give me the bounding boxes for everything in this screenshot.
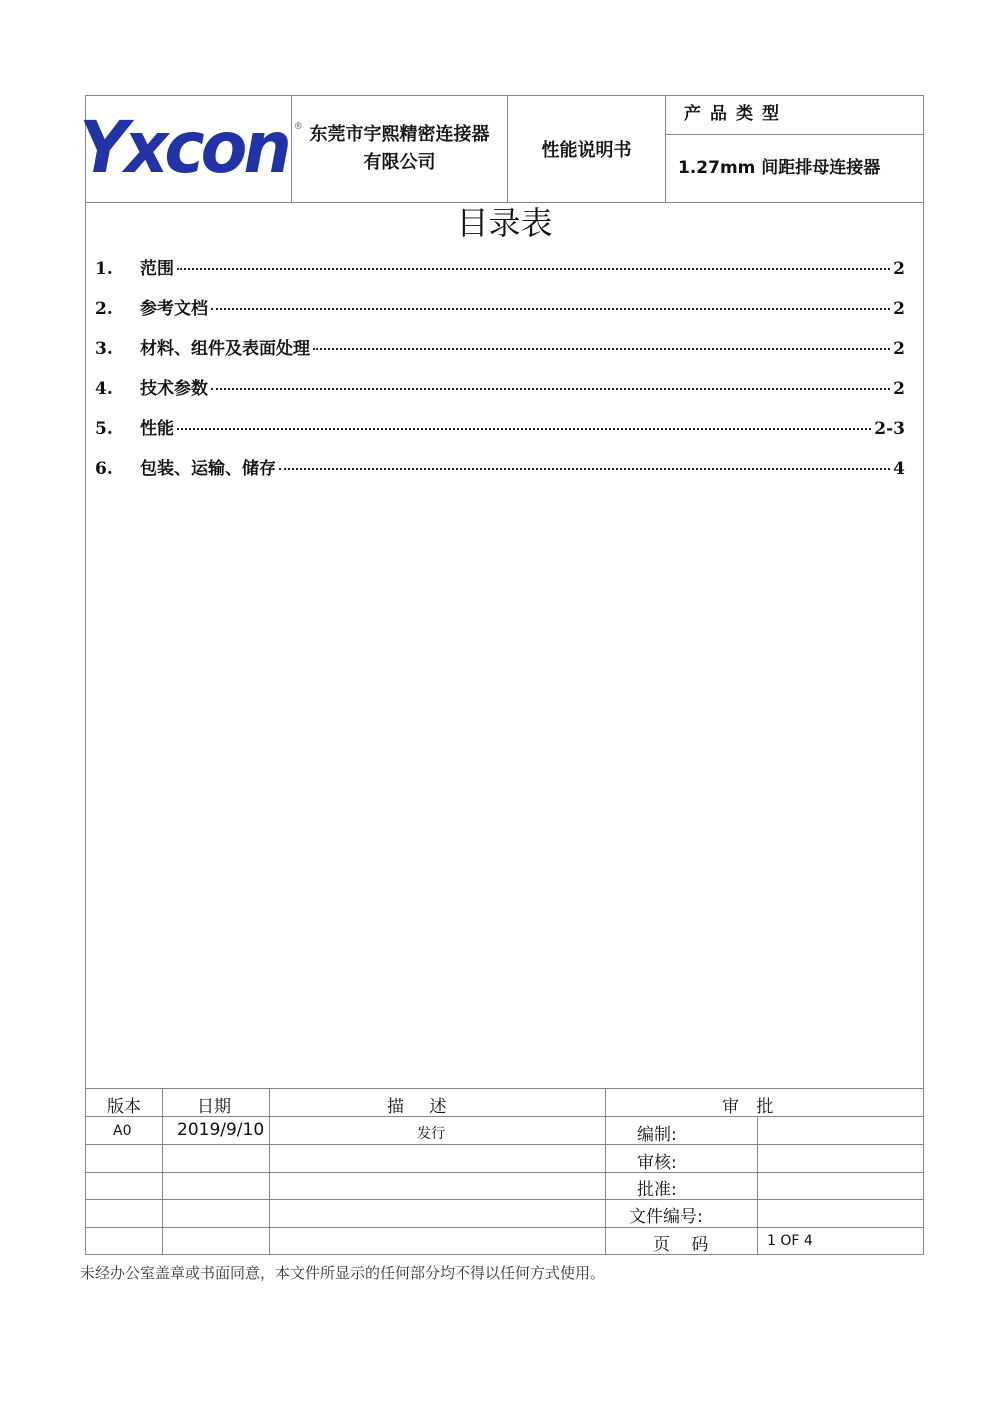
toc-item: 1. 范围 2 [95, 259, 905, 279]
logo-cell [79, 95, 303, 202]
company-name-line2: 有限公司 [363, 151, 436, 173]
usage-notice: 未经办公室盖章或书面同意，本文件所显示的任何部分均不得以任何方式使用。 [80, 1264, 606, 1282]
page-value: 1 OF 4 [767, 1233, 813, 1249]
company-name-line1: 东莞市宇熙精密连接器 [309, 123, 490, 145]
doc-number-label: 文件编号: [629, 1207, 703, 1227]
product-type-value: 1.27mm 间距排母连接器 [678, 158, 881, 178]
page-label: 页 码 [653, 1235, 717, 1255]
product-type-label: 产品类型 [666, 95, 924, 135]
toc-item: 5. 性能 2-3 [95, 419, 905, 439]
approved-label: 批准: [637, 1180, 677, 1200]
toc-item: 4. 技术参数 2 [95, 379, 905, 399]
revision-table [85, 1088, 924, 1255]
toc-list [95, 254, 905, 494]
col-description-header: 描 述 [387, 1097, 457, 1117]
toc-title: 目录表 [456, 204, 553, 242]
toc-item: 3. 材料、组件及表面处理 2 [95, 339, 905, 359]
prepared-label: 编制: [637, 1125, 677, 1145]
company-logo: Yxcon ® [79, 107, 303, 190]
reviewed-label: 审核: [637, 1153, 677, 1173]
toc-item: 6. 包装、运输、储存 4 [95, 459, 905, 479]
version-value: A0 [113, 1123, 132, 1139]
company-name [292, 95, 508, 202]
description-value: 发行 [417, 1126, 445, 1142]
document-header [79, 95, 924, 203]
col-approval-header: 审 批 [722, 1097, 780, 1117]
toc-item: 2. 参考文档 2 [95, 299, 905, 319]
col-version-header: 版本 [107, 1097, 141, 1117]
date-value: 2019/9/10 [177, 1120, 265, 1140]
document-type: 性能说明书 [508, 95, 666, 202]
col-date-header: 日期 [197, 1097, 231, 1117]
